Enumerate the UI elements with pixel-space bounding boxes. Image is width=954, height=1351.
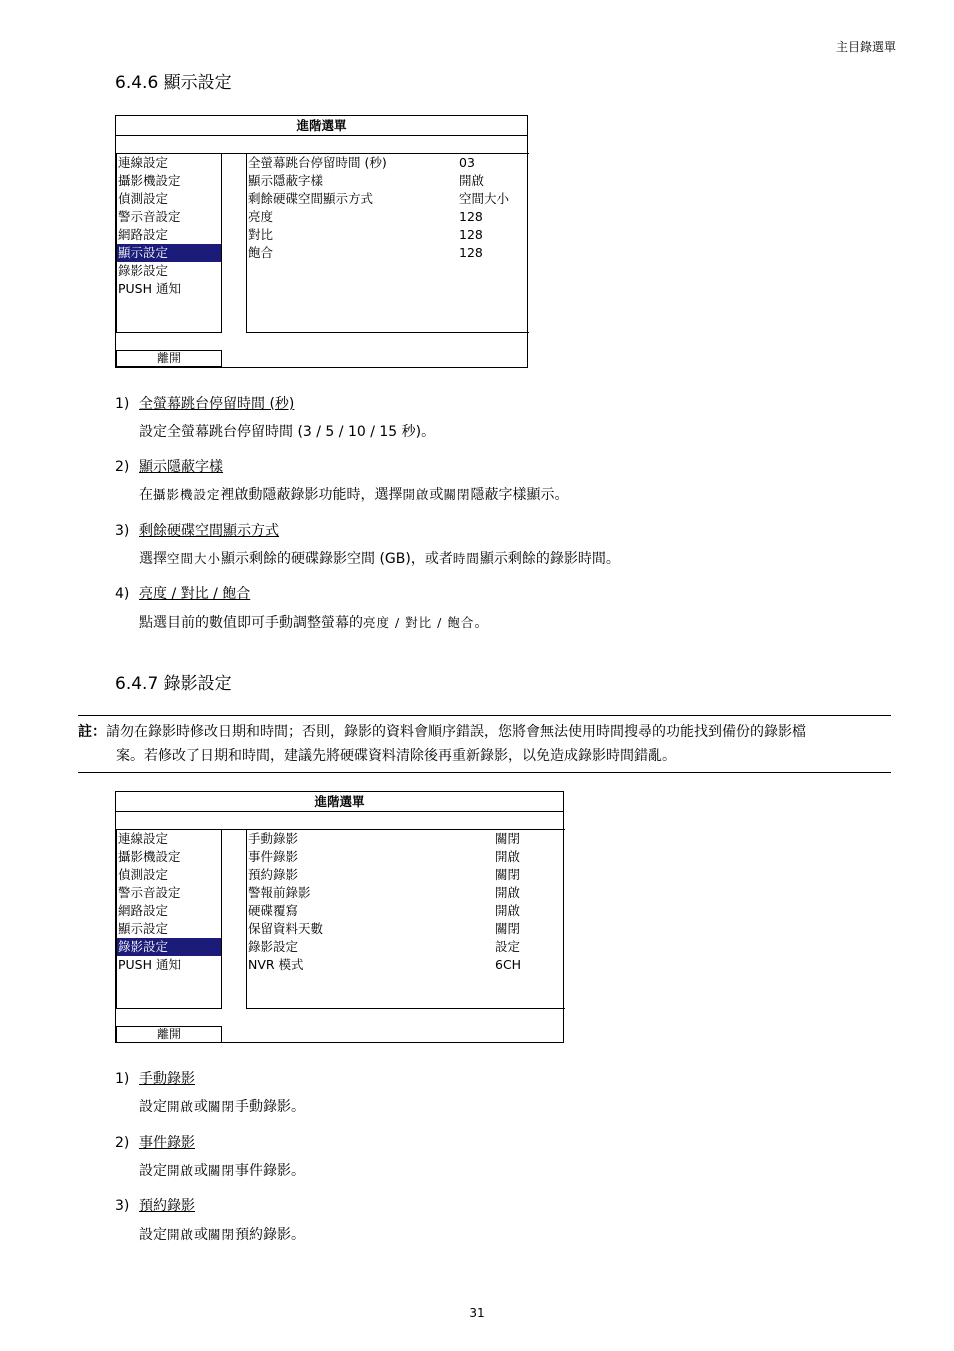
sidebar-item-detection[interactable]: 偵測設定 (118, 867, 169, 882)
note-text: 請勿在錄影時修改日期和時間；否則，錄影的資料會順序錯誤，您將會無法使用時間搜尋的功能找到備份的錄影檔 (106, 724, 806, 740)
desc-text: 或 (194, 1163, 209, 1179)
item-number: 1) (115, 396, 130, 412)
item-number: 1) (115, 1071, 130, 1087)
desc-text: 在 (139, 487, 153, 503)
menu-row[interactable] (247, 226, 529, 244)
item-heading: 全螢幕跳台停留時間 (秒) (139, 396, 295, 412)
item-description (139, 421, 435, 441)
row-value[interactable]: 開啟 (459, 173, 485, 188)
item-heading: 顯示隱蔽字樣 (139, 459, 223, 475)
list-item (115, 393, 294, 413)
section-title-record: 6.4.7 錄影設定 (115, 674, 232, 694)
item-heading: 預約錄影 (139, 1198, 195, 1214)
item-description (139, 1160, 305, 1180)
row-label: 全螢幕跳台停留時間 (秒) (248, 155, 387, 170)
desc-keyword: 關閉 (208, 1099, 236, 1114)
item-description (139, 1224, 305, 1244)
page-number: 31 (469, 1306, 485, 1320)
chapter-header: 主目錄選單 (835, 40, 896, 54)
display-settings-menu (115, 115, 528, 368)
row-label: 手動錄影 (248, 831, 299, 846)
sidebar-item-connection[interactable]: 連線設定 (118, 155, 169, 170)
desc-text: 或 (194, 1099, 209, 1115)
sidebar-item-display[interactable]: 顯示設定 (118, 921, 169, 936)
row-value[interactable]: 128 (459, 209, 483, 224)
desc-text: 設定 (139, 1163, 167, 1179)
item-number: 4) (115, 586, 130, 602)
row-value[interactable]: 03 (459, 155, 475, 170)
sidebar-item-network[interactable]: 網路設定 (118, 903, 169, 918)
menu-row[interactable] (247, 902, 565, 920)
item-number: 2) (115, 1135, 130, 1151)
menu-row[interactable] (247, 956, 565, 974)
desc-keyword: 開啟 (167, 1227, 195, 1242)
sidebar-item-camera[interactable]: 攝影機設定 (118, 849, 181, 864)
menu-row[interactable] (247, 848, 565, 866)
row-label: 亮度 (248, 209, 274, 224)
row-value[interactable]: 128 (459, 227, 483, 242)
menu-row[interactable] (247, 830, 565, 848)
menu-title: 進階選單 (116, 792, 563, 812)
row-value[interactable]: 開啟 (495, 849, 521, 864)
item-heading: 手動錄影 (139, 1071, 195, 1087)
menu-content (246, 153, 529, 333)
menu-row[interactable] (247, 172, 529, 190)
note-label: 註： (78, 724, 106, 740)
desc-text: 設定全螢幕跳台停留時間 (3 / 5 / 10 / 15 秒)。 (139, 424, 436, 440)
menu-row[interactable] (247, 244, 529, 262)
item-description (139, 548, 620, 568)
desc-text: 。 (474, 615, 489, 631)
sidebar-item-push[interactable]: PUSH 通知 (118, 957, 181, 972)
row-label: 事件錄影 (248, 849, 299, 864)
menu-row[interactable] (247, 190, 529, 208)
row-value[interactable]: 設定 (495, 939, 521, 954)
desc-text: 選擇 (139, 551, 167, 567)
menu-title: 進階選單 (116, 116, 527, 136)
desc-keyword: 時間 (452, 551, 480, 566)
menu-sidebar (116, 153, 222, 333)
sidebar-item-push[interactable]: PUSH 通知 (118, 281, 181, 296)
sidebar-item-alert[interactable]: 警示音設定 (118, 209, 181, 224)
desc-keyword: 開啟 (402, 487, 430, 502)
list-item (115, 1132, 195, 1152)
exit-button[interactable]: 離開 (116, 350, 222, 367)
row-value[interactable]: 開啟 (495, 903, 521, 918)
record-settings-menu (115, 791, 564, 1043)
item-number: 2) (115, 459, 130, 475)
desc-text: 隱蔽字樣顯示。 (470, 487, 569, 503)
row-label: 保留資料天數 (248, 921, 324, 936)
desc-text: 或 (194, 1227, 209, 1243)
desc-text: 設定 (139, 1099, 167, 1115)
row-value[interactable]: 關閉 (495, 921, 521, 936)
row-value[interactable]: 關閉 (495, 867, 521, 882)
note-box (78, 715, 891, 773)
item-number: 3) (115, 1198, 130, 1214)
sidebar-item-display[interactable]: 顯示設定 (117, 244, 221, 262)
desc-keyword: 開啟 (167, 1099, 195, 1114)
sidebar-item-network[interactable]: 網路設定 (118, 227, 169, 242)
item-heading: 剩餘硬碟空間顯示方式 (139, 523, 279, 539)
sidebar-item-alert[interactable]: 警示音設定 (118, 885, 181, 900)
desc-text: 點選目前的數值即可手動調整螢幕的 (139, 615, 363, 631)
row-label: 錄影設定 (248, 939, 299, 954)
list-item (115, 520, 279, 540)
menu-row[interactable] (247, 208, 529, 226)
desc-text: 事件錄影。 (235, 1163, 306, 1179)
row-label: 警報前錄影 (248, 885, 311, 900)
menu-row[interactable] (247, 938, 565, 956)
menu-row[interactable] (247, 920, 565, 938)
row-value[interactable]: 開啟 (495, 885, 521, 900)
sidebar-item-record[interactable]: 錄影設定 (118, 263, 169, 278)
row-label: NVR 模式 (248, 957, 304, 972)
sidebar-item-camera[interactable]: 攝影機設定 (118, 173, 181, 188)
menu-row[interactable] (247, 154, 529, 172)
desc-keyword: 關閉 (208, 1227, 236, 1242)
desc-keyword: 關閉 (443, 487, 471, 502)
list-item (115, 456, 223, 476)
menu-sidebar (116, 829, 222, 1009)
desc-text: 或 (429, 487, 444, 503)
row-label: 預約錄影 (248, 867, 299, 882)
sidebar-item-detection[interactable]: 偵測設定 (118, 191, 169, 206)
desc-keyword: 攝影機設定 (153, 487, 221, 502)
sidebar-item-connection[interactable]: 連線設定 (118, 831, 169, 846)
row-label: 對比 (248, 227, 274, 242)
item-number: 3) (115, 523, 130, 539)
desc-keyword: 亮度 / 對比 / 飽合 (363, 615, 475, 630)
list-item (115, 1068, 195, 1088)
desc-keyword: 關閉 (208, 1163, 236, 1178)
row-value[interactable]: 空間大小 (459, 191, 510, 206)
list-item (115, 1195, 195, 1215)
exit-button[interactable]: 離開 (116, 1026, 222, 1043)
row-value[interactable]: 128 (459, 245, 483, 260)
note-text: 案。若修改了日期和時間，建議先將硬碟資料清除後再重新錄影，以免造成錄影時間錯亂。 (116, 748, 676, 764)
row-label: 剩餘硬碟空間顯示方式 (248, 191, 374, 206)
desc-text: 顯示剩餘的錄影時間。 (479, 551, 620, 567)
row-label: 硬碟覆寫 (248, 903, 299, 918)
sidebar-item-record[interactable]: 錄影設定 (117, 938, 221, 956)
desc-text: 裡啟動隱蔽錄影功能時，選擇 (220, 487, 403, 503)
item-description (139, 484, 569, 504)
item-description (139, 1096, 305, 1116)
list-item (115, 583, 250, 603)
menu-content (246, 829, 565, 1009)
desc-text: 設定 (139, 1227, 167, 1243)
item-description (139, 612, 488, 632)
item-heading: 事件錄影 (139, 1135, 195, 1151)
section-title-display: 6.4.6 顯示設定 (115, 73, 232, 93)
row-value[interactable]: 關閉 (495, 831, 521, 846)
desc-text: 手動錄影。 (235, 1099, 306, 1115)
desc-text: 顯示剩餘的硬碟錄影空間 (GB)，或者 (221, 551, 453, 567)
menu-row[interactable] (247, 884, 565, 902)
desc-keyword: 空間大小 (167, 551, 222, 566)
item-heading: 亮度 / 對比 / 飽合 (139, 586, 251, 602)
menu-row[interactable] (247, 866, 565, 884)
desc-keyword: 開啟 (167, 1163, 195, 1178)
row-value[interactable]: 6CH (495, 957, 522, 972)
row-label: 飽合 (248, 245, 274, 260)
row-label: 顯示隱蔽字樣 (248, 173, 324, 188)
desc-text: 預約錄影。 (235, 1227, 306, 1243)
